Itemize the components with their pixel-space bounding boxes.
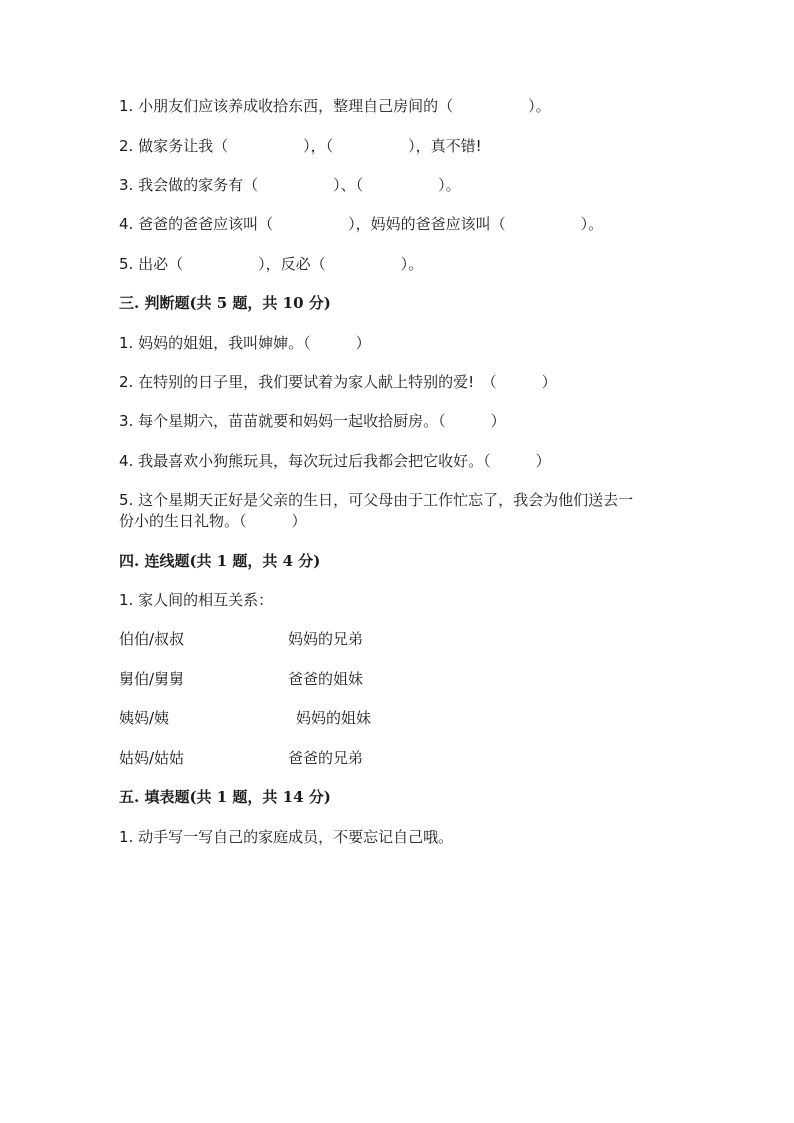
fill-blank-q2: 2. 做家务让我（ ），（ ），真不错! xyxy=(119,137,482,155)
judge-q1: 1. 妈妈的姐姐，我叫婶婶。（ ） xyxy=(119,334,371,352)
matching-prompt: 1. 家人间的相互关系： xyxy=(119,591,274,609)
fill-blank-q1: 1. 小朋友们应该养成收拾东西，整理自己房间的（ ）。 xyxy=(119,97,551,115)
matching-right-item: 妈妈的兄弟 xyxy=(288,630,364,648)
fill-blank-q5: 5. 出必（ ），反必（ ）。 xyxy=(119,255,424,273)
fill-blank-q4: 4. 爸爸的爸爸应该叫（ ），妈妈的爸爸应该叫（ ）。 xyxy=(119,215,604,233)
judge-q4: 4. 我最喜欢小狗熊玩具，每次玩过后我都会把它收好。（ ） xyxy=(119,452,551,470)
table-q1: 1. 动手写一写自己的家庭成员，不要忘记自己哦。 xyxy=(119,828,454,846)
fill-blank-q3: 3. 我会做的家务有（ ）、（ ）。 xyxy=(119,176,461,194)
judge-q5-line1: 5. 这个星期天正好是父亲的生日，可父母由于工作忙忘了，我会为他们送去一 xyxy=(119,491,634,509)
matching-left-item: 姨妈/姨 xyxy=(119,709,170,727)
matching-left-item: 伯伯/叔叔 xyxy=(119,630,185,648)
matching-right-item: 妈妈的姐妹 xyxy=(296,709,372,727)
table-section-heading: 五. 填表题(共 1 题，共 14 分) xyxy=(119,788,331,806)
matching-left-item: 姑妈/姑姑 xyxy=(119,749,185,767)
judge-q2: 2. 在特别的日子里，我们要试着为家人献上特别的爱! （ ） xyxy=(119,373,557,391)
judge-q3: 3. 每个星期六，苗苗就要和妈妈一起收拾厨房。（ ） xyxy=(119,412,506,430)
matching-section-heading: 四. 连线题(共 1 题，共 4 分) xyxy=(119,552,321,570)
matching-right-item: 爸爸的姐妹 xyxy=(288,670,364,688)
matching-right-item: 爸爸的兄弟 xyxy=(288,749,364,767)
matching-left-item: 舅伯/舅舅 xyxy=(119,670,185,688)
judge-q5-line2: 份小的生日礼物。（ ） xyxy=(119,512,307,530)
judge-section-heading: 三. 判断题(共 5 题，共 10 分) xyxy=(119,294,331,312)
